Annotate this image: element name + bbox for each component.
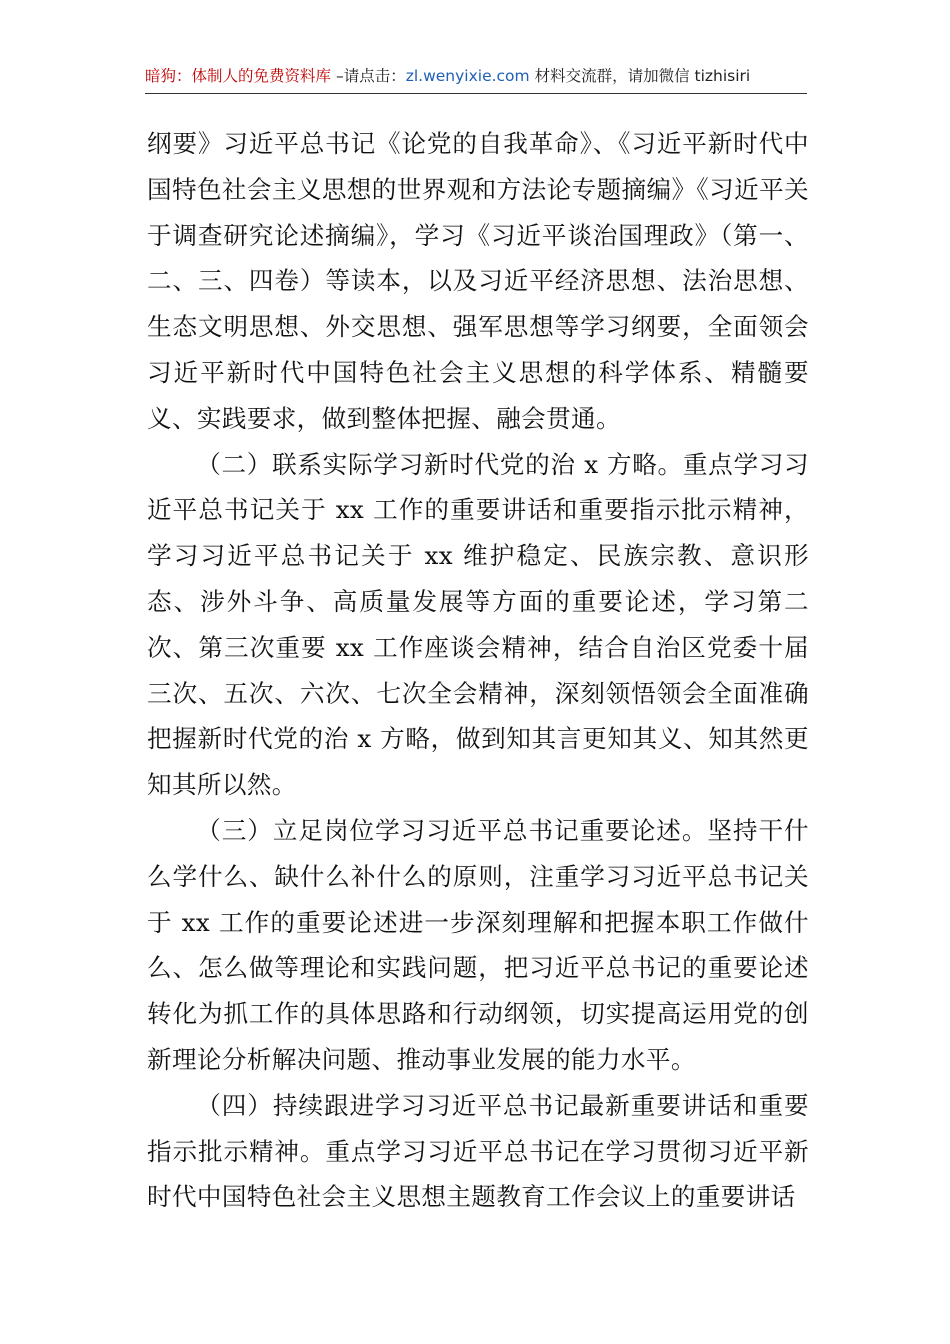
paragraph-2: （二）联系实际学习新时代党的治 x 方略。重点学习习近平总书记关于 xx 工作的重要讲话和重要指示批示精神，学习习近平总书记关于 xx 维护稳定、民族宗教、意识形态、涉外斗争、高质量发展等方面的重要论述，学习第二次、第三次重要 xx 工作座谈会精神，结合自治区党委十届三次、五次、六次、七次全会精神，深刻领悟领会全面准确把握新时代党的治 x 方略，做到知其言更知其义、知其然更知其所以然。	[147, 449, 809, 800]
header-divider	[145, 93, 807, 94]
paragraph-1: 纲要》习近平总书记《论党的自我革命》、《习近平新时代中国特色社会主义思想的世界观和方法论专题摘编》《习近平关于调查研究论述摘编》，学习《习近平谈治国理政》（第一、二、三、四卷）等读本，以及习近平经济思想、法治思想、生态文明思想、外交思想、强军思想等学习纲要，全面领会习近平新时代中国特色社会主义思想的科学体系、精髓要义、实践要求，做到整体把握、融会贯通。	[147, 129, 809, 433]
paragraph-3: （三）立足岗位学习习近平总书记重要论述。坚持干什么学什么、缺什么补什么的原则，注重学习习近平总书记关于 xx 工作的重要论述进一步深刻理解和把握本职工作做什么、怎么做等理论和实践问题，把习近平总书记的重要论述转化为抓工作的具体思路和行动纲领，切实提高运用党的创新理论分析解决问题、推动事业发展的能力水平。	[147, 815, 809, 1074]
paragraph-4: （四）持续跟进学习习近平总书记最新重要讲话和重要指示批示精神。重点学习习近平总书记在学习贯彻习近平新时代中国特色社会主义思想主题教育工作会议上的重要讲话	[147, 1090, 809, 1212]
header-click-prompt: –请点击：	[331, 67, 406, 85]
header-site-name: 暗狗：体制人的免费资料库	[145, 67, 332, 85]
document-body	[147, 121, 809, 1220]
header-wechat-note: 材料交流群，请加微信 tizhisiri	[529, 67, 751, 85]
header-site-link[interactable]: zl.wenyixie.com	[405, 67, 530, 85]
page-header	[145, 66, 807, 86]
